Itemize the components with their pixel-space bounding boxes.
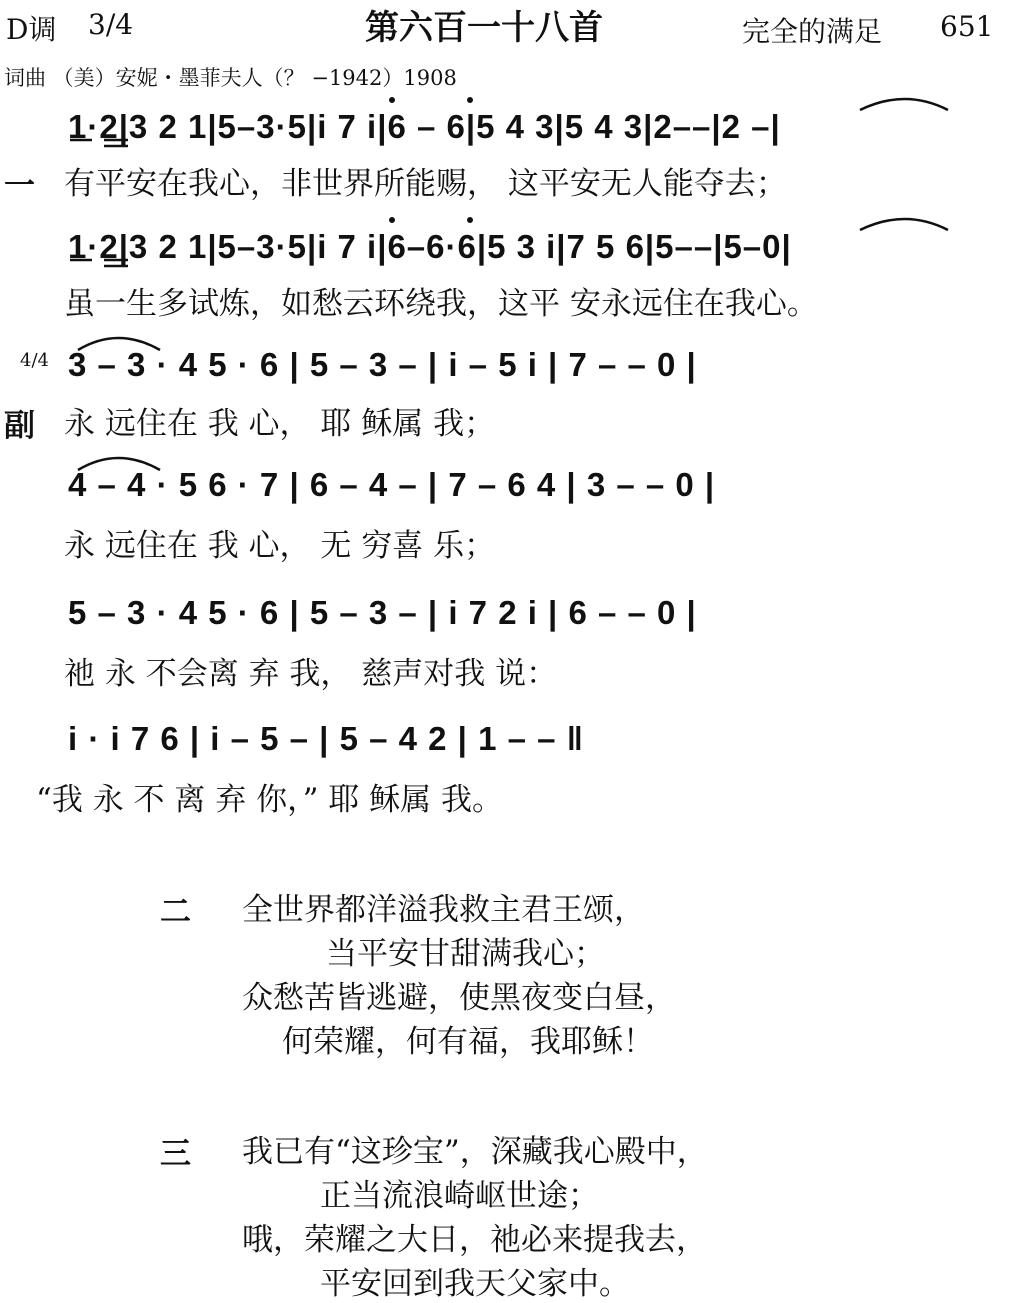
chorus-time-signature: 4/4: [20, 350, 49, 371]
chorus-label: 副: [4, 408, 35, 444]
verse-lyric-line-2: 虽一生多试炼，如愁云环绕我，这平 安永远住在我心。: [64, 286, 818, 322]
dot-high-4: [467, 217, 473, 223]
chorus-notes-line-3: 5 – 3 · 4 5 · 6 | 5 – 3 – | i 7 2 i | 6 – – 0 |: [68, 594, 697, 631]
chorus-notes-line-1: 3 – 3 · 4 5 · 6 | 5 – 3 – | i – 5 i | 7 – – 0 |: [68, 346, 697, 383]
chorus-notes-line-2: 4 – 4 · 5 6 · 7 | 6 – 4 – | 7 – 6 4 | 3 – – 0 |: [68, 466, 716, 503]
chorus-lyric-line-3: 祂 永 不会离 弃 我， 慈声对我 说：: [64, 656, 558, 692]
dot-high-2: [467, 97, 473, 103]
key-signature: D调: [6, 13, 57, 46]
verse-2-line-2: 当平安甘甜满我心；: [326, 936, 605, 972]
verse-3-line-1: 我已有“这珍宝”，深藏我心殿中，: [242, 1134, 708, 1170]
dot-high-1: [389, 97, 395, 103]
tie-verse-1: [860, 99, 948, 110]
verse-notes-line-1: 1·2|3 2 1|5–3·5|i 7 i|6 – 6|5 4 3|5 4 3|2––|2 –|: [68, 108, 781, 145]
verse-3-label: 三: [160, 1136, 191, 1172]
hymn-title: 第六百一十八首: [365, 8, 603, 48]
tie-verse-2: [860, 219, 948, 230]
tie-chorus-2: [78, 458, 160, 470]
verse-lyric-line-1: 有平安在我心，非世界所能赐， 这平安无人能夺去；: [64, 166, 787, 202]
hymn-number: 651: [940, 10, 994, 43]
verse-3-line-4: 平安回到我天父家中。: [320, 1266, 630, 1302]
chorus-lyric-line-2: 永 远住在 我 心， 无 穷喜 乐；: [64, 528, 496, 564]
verse-2-line-1: 全世界都洋溢我救主君王颂，: [242, 892, 645, 928]
hymn-subtitle: 完全的满足: [742, 15, 883, 48]
tie-chorus-1: [78, 338, 160, 350]
verse-notes-line-2: 1·2|3 2 1|5–3·5|i 7 i|6–6·6|5 3 i|7 5 6|5––|5–0|: [68, 228, 792, 265]
verse-2-label: 二: [160, 894, 191, 930]
verse-2-line-3: 众愁苦皆逃避，使黑夜变白昼，: [242, 980, 676, 1016]
chorus-notes-line-4: i · i 7 6 | i – 5 – | 5 – 4 2 | 1 – – ‖: [68, 720, 585, 757]
verse-3-line-3: 哦，荣耀之大日，祂必来提我去，: [242, 1222, 707, 1258]
author-credit: 词曲 （美）安妮・墨菲夫人（？ −1942）1908: [4, 66, 457, 90]
verse-1-label: 一: [4, 168, 35, 204]
chorus-lyric-line-1: 永 远住在 我 心， 耶 稣属 我；: [64, 406, 496, 442]
dot-high-3: [389, 217, 395, 223]
chorus-lyric-line-4: “我 永 不 离 弃 你，” 耶 稣属 我。: [36, 782, 504, 818]
verse-3-line-2: 正当流浪崎岖世途；: [320, 1178, 599, 1214]
time-signature: 3/4: [88, 8, 134, 41]
verse-2-line-4: 何荣耀，何有福，我耶稣！: [282, 1024, 654, 1060]
